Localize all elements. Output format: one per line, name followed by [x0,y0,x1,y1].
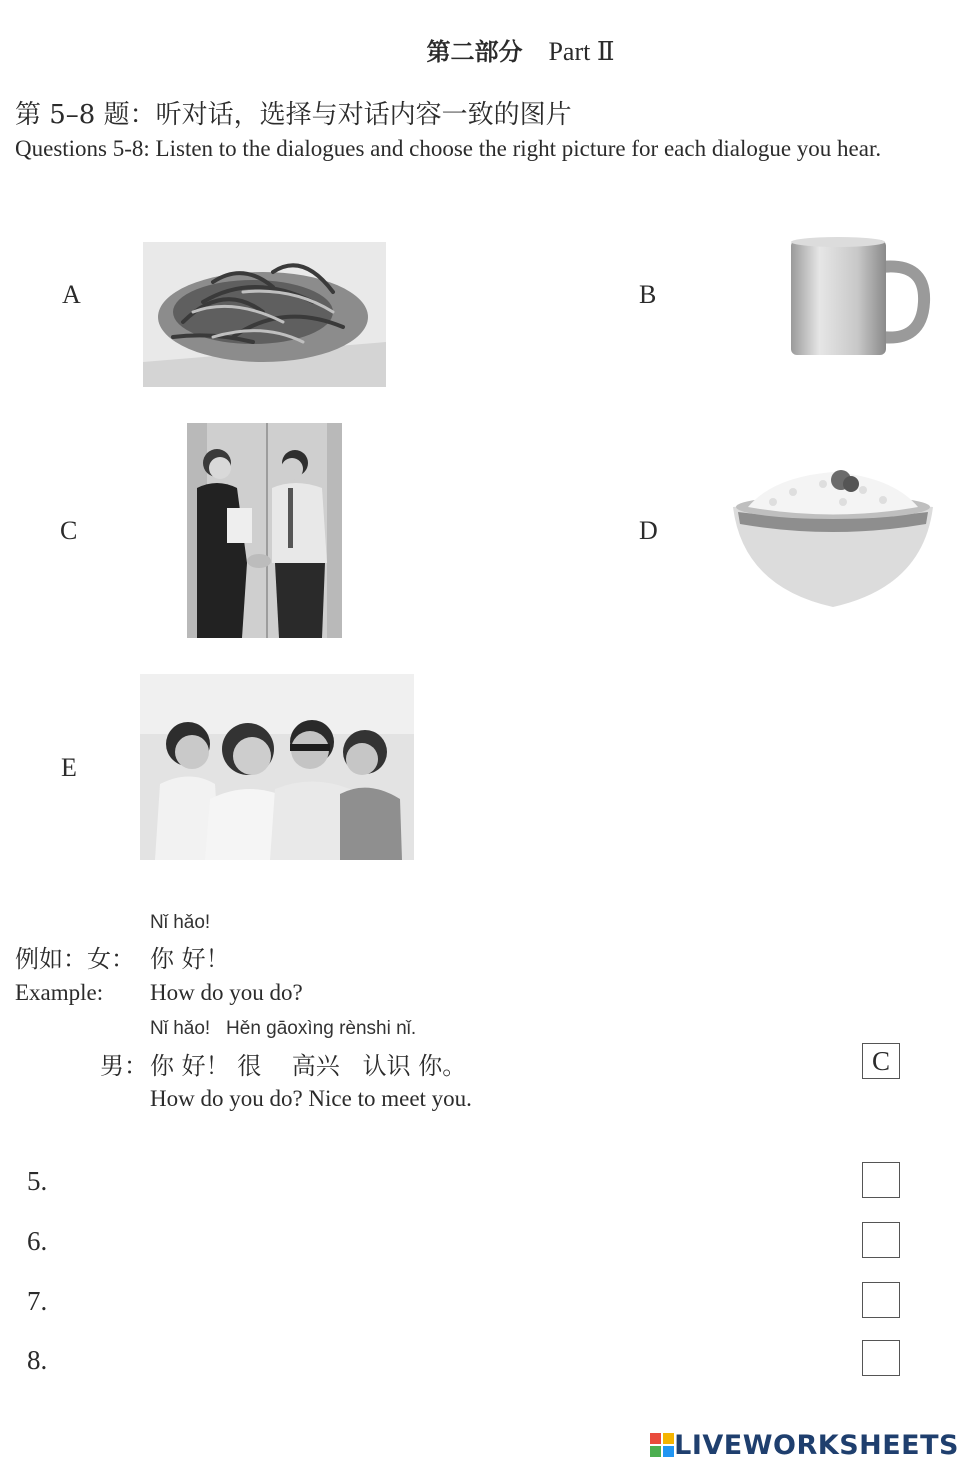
question-number: 5. [27,1166,48,1196]
example-answer-box: C [862,1043,900,1079]
page-title [0,32,971,67]
option-c-image [187,423,342,638]
title-cn: 第二部分 [426,38,523,66]
option-e-letter: E [61,753,77,782]
answer-box-7[interactable] [862,1282,900,1318]
option-c-letter: C [60,516,78,545]
example-label-cn: 例如：女： [15,945,135,973]
question-number: 7. [27,1286,48,1316]
option-a-letter: A [62,280,81,309]
option-d-image [733,462,933,612]
question-number: 8. [27,1345,48,1375]
example-woman-cn: 你 好！ [150,945,230,973]
logo-grid-icon [650,1433,674,1457]
example-man-pinyin: Nǐ hǎo! Hěn gāoxìng rènshi nǐ. [150,1018,417,1039]
liveworksheets-logo [650,1430,959,1461]
answer-box-6[interactable] [862,1222,900,1258]
example-woman-en: How do you do? [150,980,303,1005]
question-number: 6. [27,1226,48,1256]
option-e-image [140,674,414,860]
logo-text: LIVEWORKSHEETS [674,1430,959,1461]
instructions-cn: 第 5–8 题：听对话，选择与对话内容一致的图片 [15,100,572,130]
title-en: Part Ⅱ [548,37,615,66]
example-man-en: How do you do? Nice to meet you. [150,1086,472,1111]
option-a-image [143,242,386,387]
example-man-cn: 你 好！ 很 高兴 认识 你。 [150,1052,467,1080]
example-man-label: 男： [100,1052,148,1080]
example-label-en: Example: [15,980,104,1005]
option-b-letter: B [639,280,657,309]
answer-box-5[interactable] [862,1162,900,1198]
example-woman-pinyin: Nǐ hǎo! [150,912,211,933]
option-b-image [786,232,931,362]
answer-box-8[interactable] [862,1340,900,1376]
option-d-letter: D [639,516,658,545]
instructions-en: Questions 5-8: Listen to the dialogues and choose the right picture for each dialogue you hear. [15,136,882,161]
